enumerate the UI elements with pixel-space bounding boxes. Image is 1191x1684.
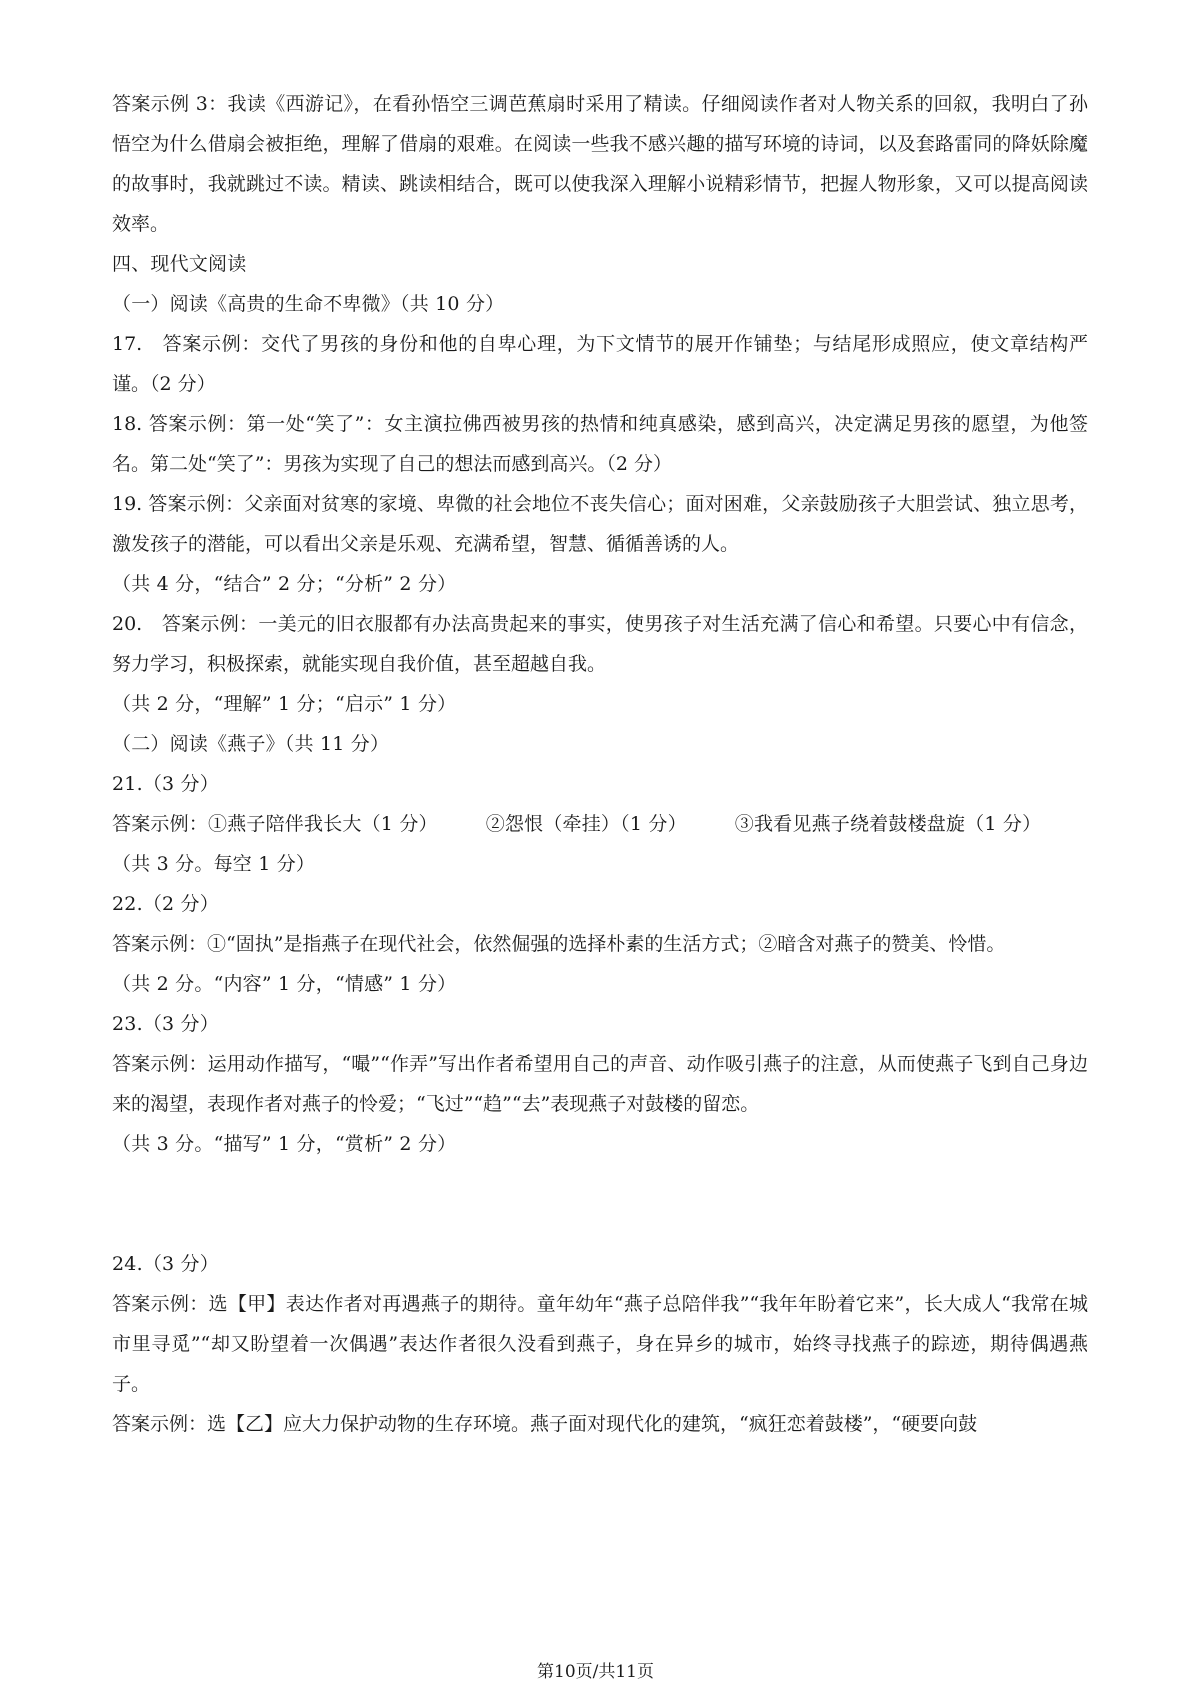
subsection-heading-2: （二）阅读《燕子》（共 11 分） — [112, 733, 390, 755]
question-24-heading: 24.（3 分） — [112, 1253, 219, 1275]
answer-example-3: 答案示例 3：我读《西游记》，在看孙悟空三调芭蕉扇时采用了精读。仔细阅读作者对人物关系的回叙，我明白了孙悟空为什么借扇会被拒绝，理解了借扇的艰难。在阅读一些我不感兴趣的描写环境的诗词，以及套路雷同的降妖除魔的故事时，我就跳过不读。精读、跳读相结合，既可以使我深入理解小说精彩情节，把握人物形象，又可以提高阅读效率。 — [112, 93, 1088, 235]
question-22-score: （共 2 分。“内容” 1 分，“情感” 1 分） — [112, 973, 457, 995]
question-19-score: （共 4 分，“结合” 2 分；“分析” 2 分） — [112, 573, 457, 595]
question-21-answer-part-3: ③我看见燕子绕着鼓楼盘旋（1 分） — [734, 813, 1042, 835]
question-23-score: （共 3 分。“描写” 1 分，“赏析” 2 分） — [112, 1133, 457, 1155]
question-22-answer: 答案示例：①“固执”是指燕子在现代社会，依然倔强的选择朴素的生活方式；②暗含对燕子的赞美、怜惜。 — [112, 933, 1006, 955]
question-21-answer — [112, 804, 1088, 844]
question-24-answer-a: 答案示例：选【甲】表达作者对再遇燕子的期待。童年幼年“燕子总陪伴我”“我年年盼着它来”，长大成人“我常在城市里寻觅”“却又盼望着一次偶遇”表达作者很久没看到燕子，身在异乡的城市，始终寻找燕子的踪迹，期待偶遇燕子。 — [112, 1293, 1088, 1395]
question-19-answer: 19. 答案示例：父亲面对贫寒的家境、卑微的社会地位不丧失信心；面对困难，父亲鼓励孩子大胆尝试、独立思考，激发孩子的潜能，可以看出父亲是乐观、充满希望，智慧、循循善诱的人。 — [112, 493, 1088, 555]
question-18-answer: 18. 答案示例：第一处“笑了”：女主演拉佛西被男孩的热情和纯真感染，感到高兴，决定满足男孩的愿望，为他签名。第二处“笑了”：男孩为实现了自己的想法而感到高兴。（2 分） — [112, 413, 1088, 475]
question-20-score: （共 2 分，“理解” 1 分；“启示” 1 分） — [112, 693, 457, 715]
question-21-score: （共 3 分。每空 1 分） — [112, 853, 316, 875]
section-heading-modern-reading: 四、现代文阅读 — [112, 253, 247, 275]
question-21-answer-part-2: ②怨恨（牵挂）（1 分） — [485, 813, 687, 835]
question-23-answer: 答案示例：运用动作描写，“嘬”“作弄”写出作者希望用自己的声音、动作吸引燕子的注意，从而使燕子飞到自己身边来的渴望，表现作者对燕子的怜爱；“飞过”“趋”“去”表现燕子对鼓楼的留恋。 — [112, 1053, 1088, 1115]
question-23-heading: 23.（3 分） — [112, 1013, 219, 1035]
question-17-answer: 17. 答案示例：交代了男孩的身份和他的自卑心理，为下文情节的展开作铺垫；与结尾形成照应，使文章结构严谨。（2 分） — [112, 333, 1088, 395]
question-24-answer-b: 答案示例：选【乙】应大力保护动物的生存环境。燕子面对现代化的建筑，“疯狂恋着鼓楼”，“硬要向鼓 — [112, 1413, 978, 1435]
document-body — [112, 84, 1088, 1444]
subsection-heading-1: （一）阅读《高贵的生命不卑微》（共 10 分） — [112, 293, 505, 315]
question-20-answer: 20. 答案示例：一美元的旧衣服都有办法高贵起来的事实，使男孩子对生活充满了信心和希望。只要心中有信念，努力学习，积极探索，就能实现自我价值，甚至超越自我。 — [112, 613, 1088, 675]
question-21-answer-part-1: 答案示例：①燕子陪伴我长大（1 分） — [112, 813, 438, 835]
blank-space — [112, 1164, 1088, 1244]
page-number-footer: 第10页/共11页 — [537, 1662, 654, 1682]
question-21-heading: 21.（3 分） — [112, 773, 219, 795]
question-22-heading: 22.（2 分） — [112, 893, 219, 915]
